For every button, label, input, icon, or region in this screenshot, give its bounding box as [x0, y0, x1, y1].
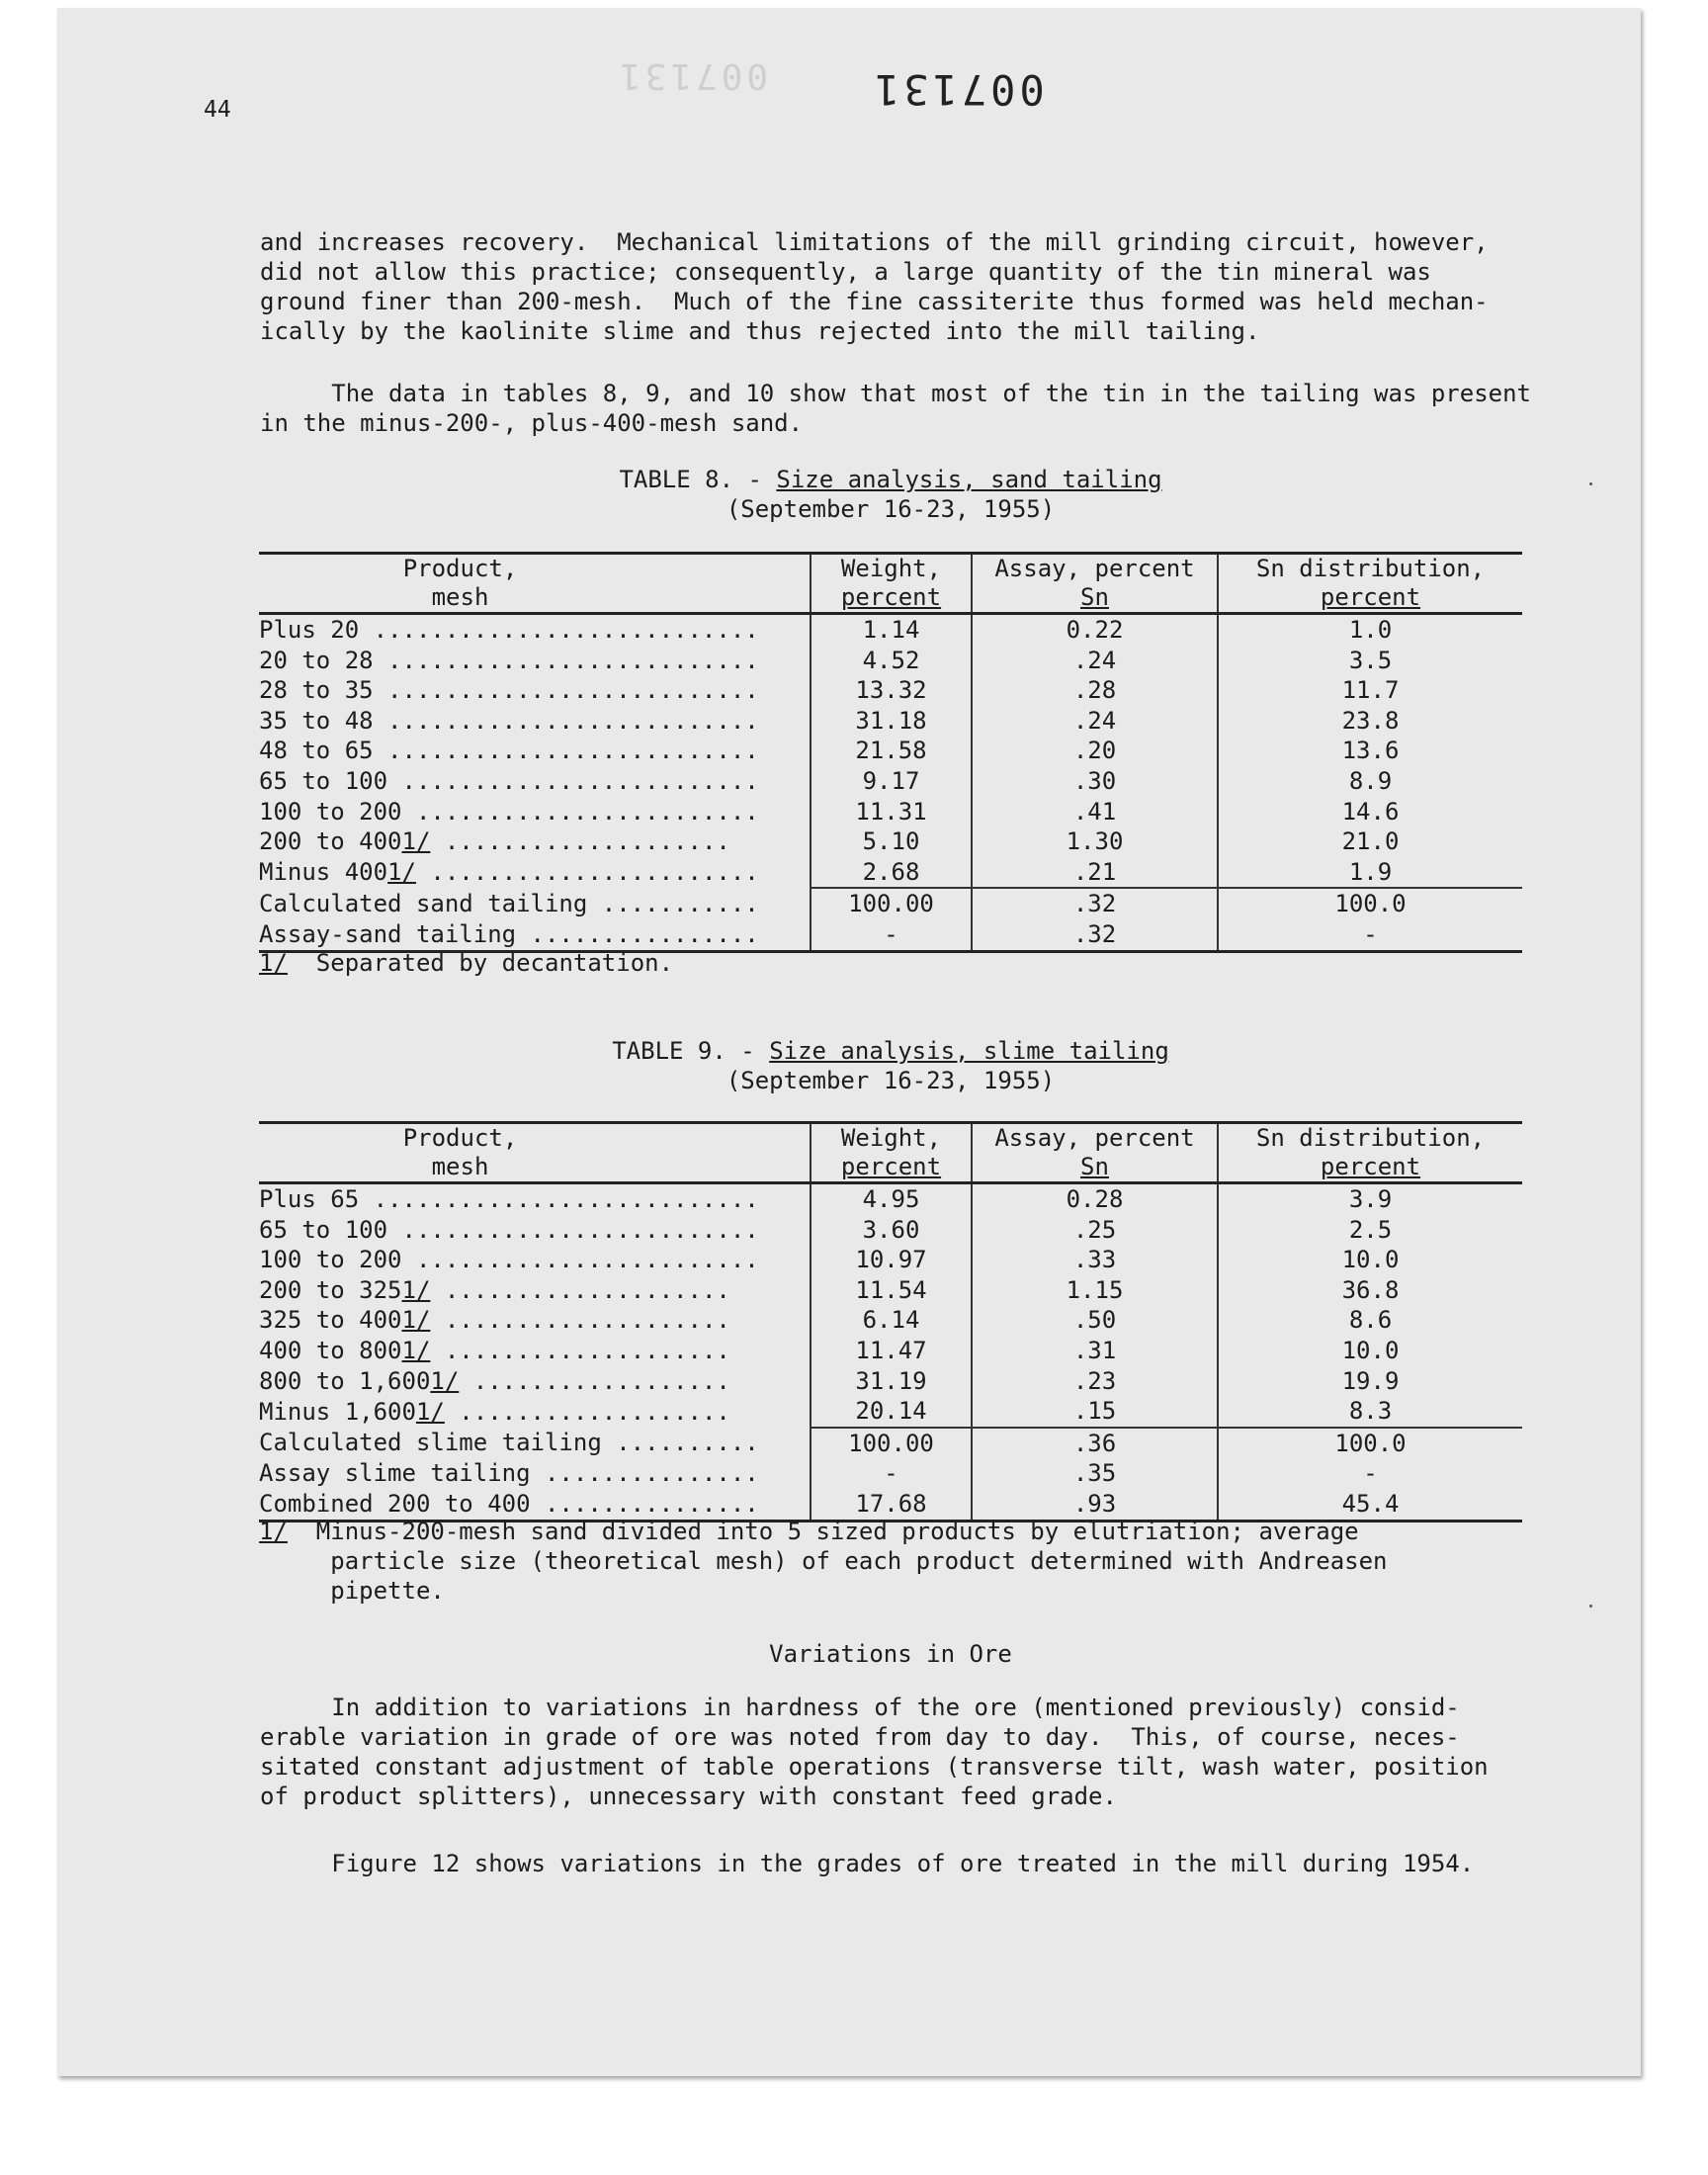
row-label: Minus 1,6001/ ...................	[259, 1397, 730, 1426]
assay-cell: 0.28	[972, 1183, 1218, 1215]
table8-row	[259, 706, 1522, 737]
table8-caption-prefix: TABLE 8. -	[619, 466, 777, 493]
table9-row	[259, 1245, 1522, 1275]
table9-header-weight: Weight,	[811, 1123, 972, 1154]
assay-cell: .36	[972, 1428, 1218, 1459]
page-number: 44	[204, 97, 231, 123]
table9-row	[259, 1215, 1522, 1246]
table9-row	[259, 1458, 1522, 1489]
weight-cell: 10.97	[811, 1245, 972, 1275]
distribution-cell: 8.6	[1348, 1306, 1393, 1335]
table9-row	[259, 1336, 1522, 1366]
paragraph-4: Figure 12 shows variations in the grades of ore treated in the mill during 1954.	[260, 1850, 1475, 1877]
row-label: 20 to 28 ..........................	[259, 646, 759, 674]
assay-cell: .35	[972, 1458, 1218, 1489]
table9-caption-prefix: TABLE 9. -	[612, 1037, 770, 1065]
table8-footnote-mark: 1/	[259, 949, 288, 977]
weight-cell: 9.17	[811, 766, 972, 797]
table9-row	[259, 1275, 1522, 1306]
distribution-cell: 14.6	[1341, 797, 1400, 826]
row-label: 35 to 48 ..........................	[259, 706, 759, 735]
footnote-ref: 1/	[430, 1366, 460, 1395]
distribution-cell: 8.9	[1348, 766, 1393, 795]
weight-cell: 11.47	[811, 1336, 972, 1366]
row-label: Calculated sand tailing ...........	[259, 889, 759, 917]
row-label: 100 to 200 ........................	[259, 1246, 759, 1274]
table8-caption	[259, 465, 1522, 494]
footnote-ref: 1/	[401, 1336, 431, 1364]
table9-caption-title: Size analysis, slime tailing	[769, 1037, 1169, 1065]
row-label: Assay slime tailing ...............	[259, 1459, 759, 1488]
assay-cell: .24	[972, 646, 1218, 676]
footnote-ref: 1/	[401, 1306, 431, 1335]
assay-cell: .21	[972, 857, 1218, 889]
assay-cell: .50	[972, 1305, 1218, 1336]
weight-cell: 100.00	[811, 888, 972, 919]
assay-cell: .20	[972, 736, 1218, 766]
assay-cell: .32	[972, 919, 1218, 951]
table8-header-product-sub: mesh	[259, 583, 811, 614]
table9-header-distribution-sub: percent	[1320, 1153, 1421, 1180]
distribution-cell: 8.3	[1348, 1397, 1393, 1426]
table8-header-assay: Assay, percent	[972, 554, 1218, 584]
table8-header-weight-sub: percent	[840, 583, 942, 611]
weight-cell: 5.10	[811, 826, 972, 857]
table8-footnote-text: Separated by decantation.	[287, 949, 674, 977]
row-label: 100 to 200 ........................	[259, 797, 759, 826]
table9-footnote	[259, 1517, 1388, 1606]
distribution-cell: 23.8	[1341, 706, 1400, 735]
table9-row	[259, 1366, 1522, 1397]
scan-speck	[1589, 482, 1592, 485]
weight-cell: 17.68	[811, 1489, 972, 1521]
table8-header-weight: Weight,	[811, 554, 972, 584]
table9-row	[259, 1428, 1522, 1459]
distribution-cell: 100.0	[1218, 888, 1522, 919]
table8-row	[259, 646, 1522, 676]
weight-cell: 2.68	[811, 857, 972, 889]
distribution-cell: -	[1218, 919, 1522, 951]
table8-header-product: Product,	[259, 554, 811, 584]
footnote-ref: 1/	[415, 1397, 445, 1426]
weight-cell: 20.14	[811, 1396, 972, 1428]
table9-header-product: Product,	[259, 1123, 811, 1154]
assay-cell: .25	[972, 1215, 1218, 1246]
table8-caption-date: (September 16-23, 1955)	[726, 495, 1056, 523]
row-label: Plus 20 ...........................	[259, 616, 759, 644]
row-label: 400 to 8001/ ....................	[259, 1336, 730, 1364]
table9-caption-date: (September 16-23, 1955)	[726, 1067, 1056, 1094]
document-stamp-number: 007131	[871, 65, 1045, 114]
document-page	[57, 8, 1641, 2076]
footnote-ref: 1/	[387, 858, 416, 887]
footnote-ref: 1/	[401, 1275, 431, 1304]
table9-caption	[259, 1036, 1522, 1066]
table8-row	[259, 675, 1522, 706]
row-label: 325 to 4001/ ....................	[259, 1306, 730, 1335]
assay-cell: .32	[972, 888, 1218, 919]
assay-cell: .41	[972, 797, 1218, 827]
weight-cell: 31.18	[811, 706, 972, 737]
table9-header-assay-sub: Sn	[1080, 1153, 1109, 1180]
table9-row	[259, 1396, 1522, 1428]
table8-header-distribution-sub: percent	[1320, 583, 1421, 611]
assay-cell: .23	[972, 1366, 1218, 1397]
table9-row	[259, 1305, 1522, 1336]
distribution-cell: 100.0	[1218, 1428, 1522, 1459]
assay-cell: .15	[972, 1396, 1218, 1428]
table8-header-distribution: Sn distribution,	[1218, 554, 1522, 584]
assay-cell: .24	[972, 706, 1218, 737]
distribution-cell: 3.9	[1348, 1185, 1393, 1213]
paragraph-3: In addition to variations in hardness of the ore (mentioned previously) consid- erable variation in grade of ore was noted from day to day. This, of course, neces- sitated constant adjustment of table operations (transverse tilt, wash water, position of product splitters), unnecessary with constant feed grade.	[260, 1694, 1489, 1810]
bleed-through-stamp: 007131	[616, 55, 769, 96]
row-label: 28 to 35 ..........................	[259, 676, 759, 705]
row-label: Calculated slime tailing ..........	[259, 1429, 759, 1457]
table8-row	[259, 826, 1522, 857]
table8-caption-title: Size analysis, sand tailing	[776, 466, 1162, 493]
table8-row	[259, 888, 1522, 919]
footnote-ref: 1/	[401, 827, 431, 856]
weight-cell: 1.14	[811, 614, 972, 646]
weight-cell: -	[811, 919, 972, 951]
table8-row	[259, 919, 1522, 951]
weight-cell: 100.00	[811, 1428, 972, 1459]
paragraph-2: The data in tables 8, 9, and 10 show that most of the tin in the tailing was present in the minus-200-, plus-400-mesh sand.	[260, 380, 1531, 437]
table8-row	[259, 857, 1522, 889]
distribution-cell: -	[1363, 1459, 1378, 1488]
assay-cell: .93	[972, 1489, 1218, 1521]
row-label: 200 to 4001/ ....................	[259, 827, 730, 856]
table9-header-assay: Assay, percent	[972, 1123, 1218, 1154]
table8-footnote	[259, 948, 673, 978]
weight-cell: 13.32	[811, 675, 972, 706]
row-label: 48 to 65 ..........................	[259, 737, 759, 765]
distribution-cell: 11.7	[1341, 676, 1400, 705]
distribution-cell: 19.9	[1341, 1366, 1400, 1395]
paragraph-1: and increases recovery. Mechanical limitations of the mill grinding circuit, however, did not allow this practice; consequently, a large quantity of the tin mineral was ground finer than 200-mesh. Much of the fine cassiterite thus formed was held mechan- ically by the kaolinite slime and thus rejected into the mill tailing.	[260, 228, 1489, 345]
assay-cell: .31	[972, 1336, 1218, 1366]
assay-cell: .30	[972, 766, 1218, 797]
weight-cell: 3.60	[811, 1215, 972, 1246]
table9-header-product-sub: mesh	[259, 1153, 811, 1183]
table8-row	[259, 766, 1522, 797]
row-label: Combined 200 to 400 ...............	[259, 1489, 811, 1521]
distribution-cell: 10.0	[1341, 1336, 1400, 1364]
table9-footnote-text: Minus-200-mesh sand divided into 5 sized products by elutriation; average particle size (theoretical mesh) of each product determined with Andreasen pipette.	[315, 1518, 1388, 1605]
table9-footnote-mark: 1/	[259, 1518, 288, 1545]
row-label: 200 to 3251/ ....................	[259, 1275, 730, 1304]
weight-cell: 31.19	[811, 1366, 972, 1397]
table8-row	[259, 797, 1522, 827]
table9-header-distribution: Sn distribution,	[1218, 1123, 1522, 1154]
assay-cell: .33	[972, 1245, 1218, 1275]
table9-header-weight-sub: percent	[840, 1153, 942, 1180]
assay-cell: .28	[972, 675, 1218, 706]
table8-row	[259, 736, 1522, 766]
distribution-cell: 10.0	[1341, 1246, 1400, 1274]
distribution-cell: 1.9	[1348, 857, 1393, 886]
row-label: 65 to 100 .........................	[259, 1215, 759, 1244]
distribution-cell: 21.0	[1341, 827, 1400, 856]
scan-speck	[1589, 1605, 1592, 1608]
row-label: 800 to 1,6001/ ..................	[259, 1366, 730, 1395]
section-heading: Variations in Ore	[769, 1640, 1012, 1668]
weight-cell: 11.31	[811, 797, 972, 827]
weight-cell: 11.54	[811, 1275, 972, 1306]
weight-cell: 21.58	[811, 736, 972, 766]
row-label: Assay-sand tailing ................	[259, 919, 811, 951]
assay-cell: 0.22	[972, 614, 1218, 646]
table9-row	[259, 1183, 1522, 1215]
row-label: 65 to 100 .........................	[259, 766, 759, 795]
distribution-cell: 45.4	[1218, 1489, 1522, 1521]
assay-cell: 1.15	[972, 1275, 1218, 1306]
distribution-cell: 2.5	[1348, 1215, 1393, 1244]
table9	[259, 1121, 1522, 1522]
distribution-cell: 3.5	[1348, 646, 1393, 674]
table8	[259, 552, 1522, 953]
distribution-cell: 1.0	[1348, 616, 1393, 644]
weight-cell: 6.14	[811, 1305, 972, 1336]
table8-header-assay-sub: Sn	[1080, 583, 1109, 611]
assay-cell: 1.30	[972, 826, 1218, 857]
distribution-cell: 13.6	[1341, 737, 1400, 765]
weight-cell: 4.95	[811, 1183, 972, 1215]
row-label: Plus 65 ...........................	[259, 1185, 759, 1213]
row-label: Minus 4001/ .......................	[259, 858, 759, 887]
weight-cell: -	[811, 1458, 972, 1489]
distribution-cell: 36.8	[1341, 1275, 1400, 1304]
table8-row	[259, 614, 1522, 646]
weight-cell: 4.52	[811, 646, 972, 676]
